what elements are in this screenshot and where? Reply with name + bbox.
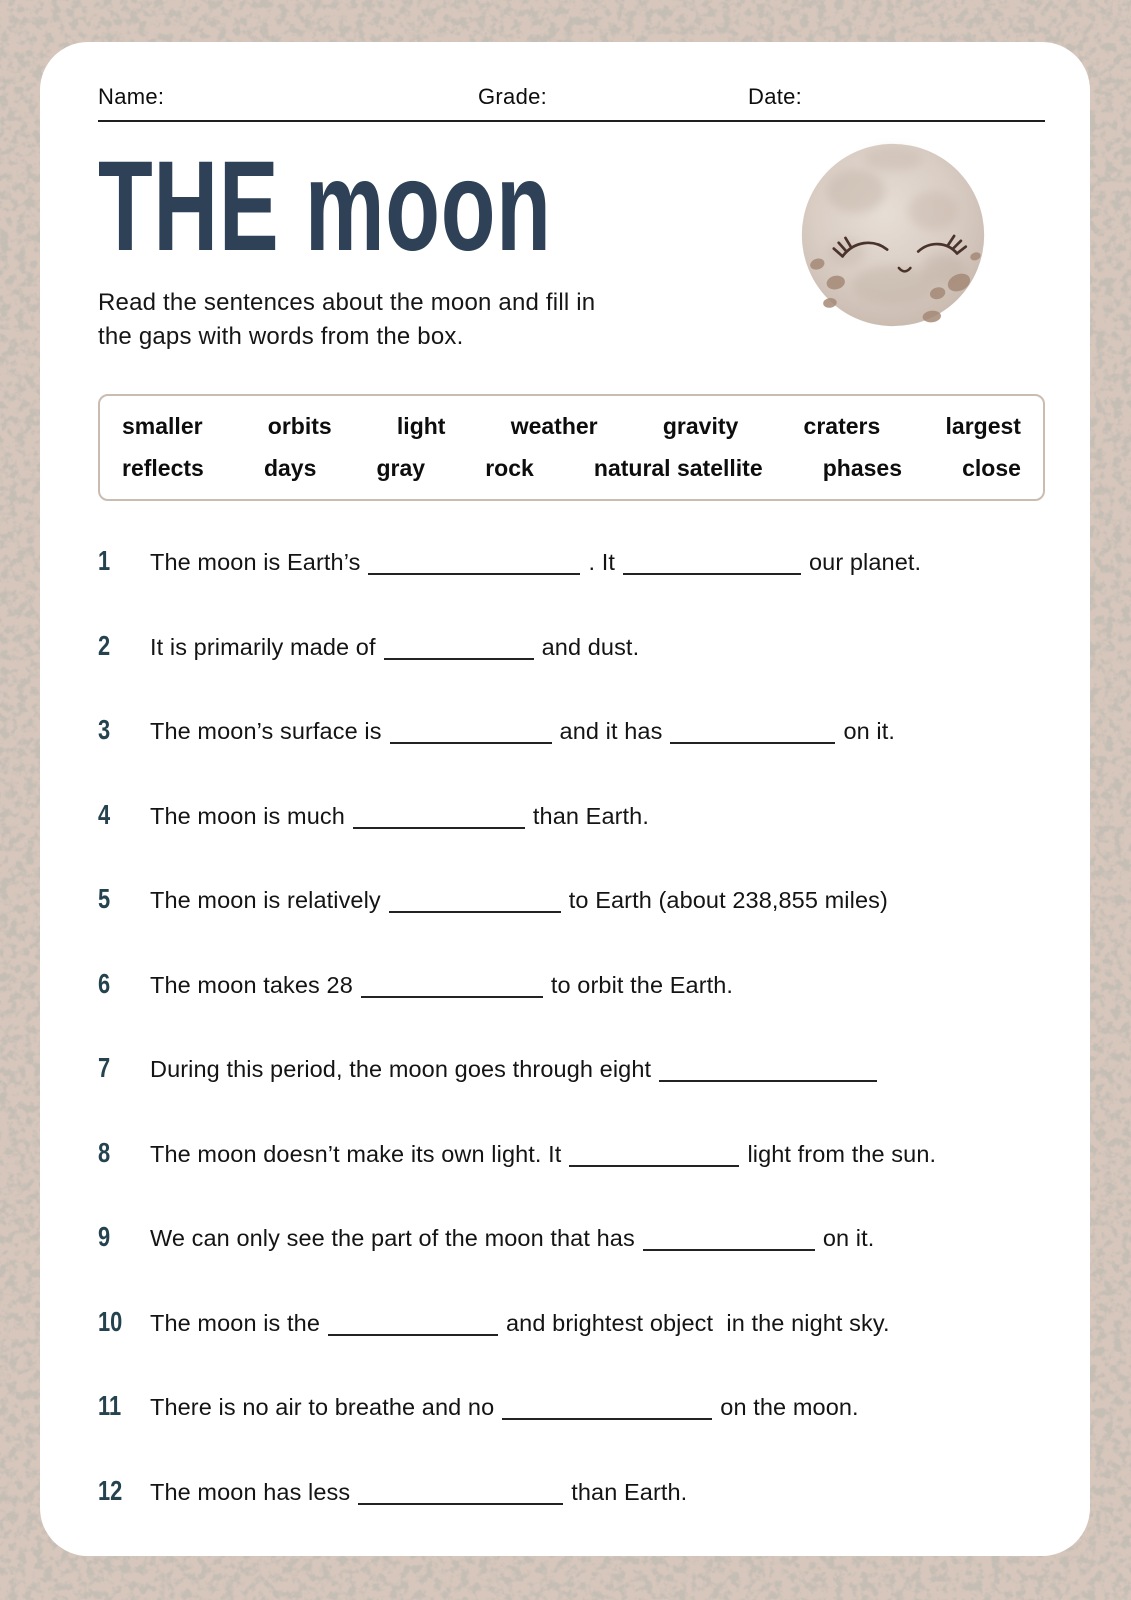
sentence-segment: on the moon. [720,1394,859,1421]
fill-in-blank[interactable] [502,1400,712,1420]
word-bank-word: natural satellite [593,455,763,482]
word-bank-word: phases [822,455,902,482]
word-bank-word: gravity [662,413,739,440]
sentence-text [150,716,895,747]
word-bank-row-2 [118,455,1025,482]
sentence-text [150,547,921,578]
sentence-row-9 [98,1221,1045,1306]
word-bank-word: rock [485,455,534,482]
sentence-segment: light from the sun. [747,1140,937,1167]
sentence-segment: During this period, the moon goes through eight [150,1056,652,1083]
sentence-number: 11 [98,1390,122,1422]
sentence-number: 4 [98,798,111,830]
header-fields [98,84,1045,122]
date-field-label: Date: [748,84,803,109]
sentence-row-2 [98,630,1045,715]
sentence-text [150,1054,885,1085]
sentence-number: 6 [98,967,111,999]
sentence-text [150,1139,936,1170]
sentence-segment: . It [588,549,615,576]
fill-in-blank[interactable] [659,1062,877,1082]
sentence-row-1 [98,545,1045,630]
sentence-text [150,801,649,832]
sentence-segment: There is no air to breathe and no [150,1394,495,1421]
sentence-number: 12 [98,1474,123,1506]
sentence-segment: our planet. [808,549,922,576]
moon-illustration [796,138,990,332]
fill-in-blank[interactable] [389,893,561,913]
sentence-segment: than Earth. [532,802,649,829]
sentence-segment: The moon’s surface is [150,718,382,745]
sentence-row-3 [98,714,1045,799]
fill-in-blank[interactable] [358,1485,563,1505]
sentence-text [150,1308,890,1339]
fill-in-blank[interactable] [670,724,835,744]
sentence-row-4 [98,799,1045,884]
sentence-segment: to Earth (about 238,855 miles) [568,887,888,914]
sentence-segment: and brightest object in the night sky. [506,1309,890,1336]
worksheet-page [40,42,1090,1556]
sentence-row-11 [98,1390,1045,1475]
word-bank-word: craters [803,413,881,440]
word-bank-row-1 [118,413,1025,440]
sentence-number: 1 [98,545,111,577]
sentence-number: 10 [98,1305,123,1337]
sentence-segment: We can only see the part of the moon that has [150,1225,635,1252]
word-bank-word: gray [376,455,426,482]
fill-in-blank[interactable] [643,1231,815,1251]
word-bank-box [98,394,1045,501]
word-bank-word: orbits [267,413,332,440]
word-bank-word: largest [945,413,1021,440]
sentence-segment: on it. [843,718,896,745]
sentence-text [150,885,888,916]
sentence-segment: than Earth. [571,1478,688,1505]
sentence-segment: and dust. [541,633,640,660]
word-bank-word: weather [510,413,598,440]
grade-field-label: Grade: [478,84,548,109]
sentence-segment: The moon doesn’t make its own light. It [150,1140,562,1167]
fill-in-blank[interactable] [328,1316,498,1336]
instructions-text: Read the sentences about the moon and fill in the gaps with words from the box. [98,289,596,351]
sentence-segment: and it has [559,718,663,745]
sentence-segment: to orbit the Earth. [550,971,734,998]
sentence-segment: The moon is much [150,802,345,829]
sentence-segment: The moon is the [150,1309,321,1336]
sentence-row-10 [98,1306,1045,1391]
fill-in-blank[interactable] [623,555,801,575]
name-field-label: Name: [98,84,165,109]
word-bank-word: close [962,455,1021,482]
fill-in-blank[interactable] [384,640,534,660]
word-bank-word: light [396,413,446,440]
sentence-segment: The moon has less [150,1478,351,1505]
fill-in-blank[interactable] [390,724,552,744]
sentence-segment: The moon is Earth’s [150,549,361,576]
sleeping-moon-icon [796,138,990,332]
fill-in-blank[interactable] [361,978,543,998]
word-bank-word: reflects [122,455,204,482]
sentence-row-12 [98,1475,1045,1560]
sentence-number: 5 [98,883,111,915]
sentence-row-6 [98,968,1045,1053]
sentence-number: 2 [98,629,111,661]
sentence-segment: on it. [822,1225,875,1252]
page-title: THE moon [98,135,552,278]
sentence-text [150,1223,874,1254]
sentence-row-8 [98,1137,1045,1222]
sentence-row-5 [98,883,1045,968]
word-bank-word: smaller [122,413,203,440]
sentence-number: 7 [98,1052,111,1084]
sentence-text [150,632,639,663]
fill-in-blank[interactable] [569,1147,739,1167]
fill-in-blank[interactable] [353,809,525,829]
sentence-segment: It is primarily made of [150,633,376,660]
word-bank-word: days [263,455,317,482]
sentence-text [150,1477,687,1508]
fill-in-blank[interactable] [368,555,580,575]
sentence-text [150,1392,859,1423]
sentence-number: 9 [98,1221,111,1253]
sentence-row-7 [98,1052,1045,1137]
sentence-number: 8 [98,1136,111,1168]
sentence-segment: The moon takes 28 [150,971,353,998]
sentence-number: 3 [98,714,111,746]
sentence-text [150,970,733,1001]
sentence-list [98,545,1045,1559]
sentence-segment: The moon is relatively [150,887,381,914]
